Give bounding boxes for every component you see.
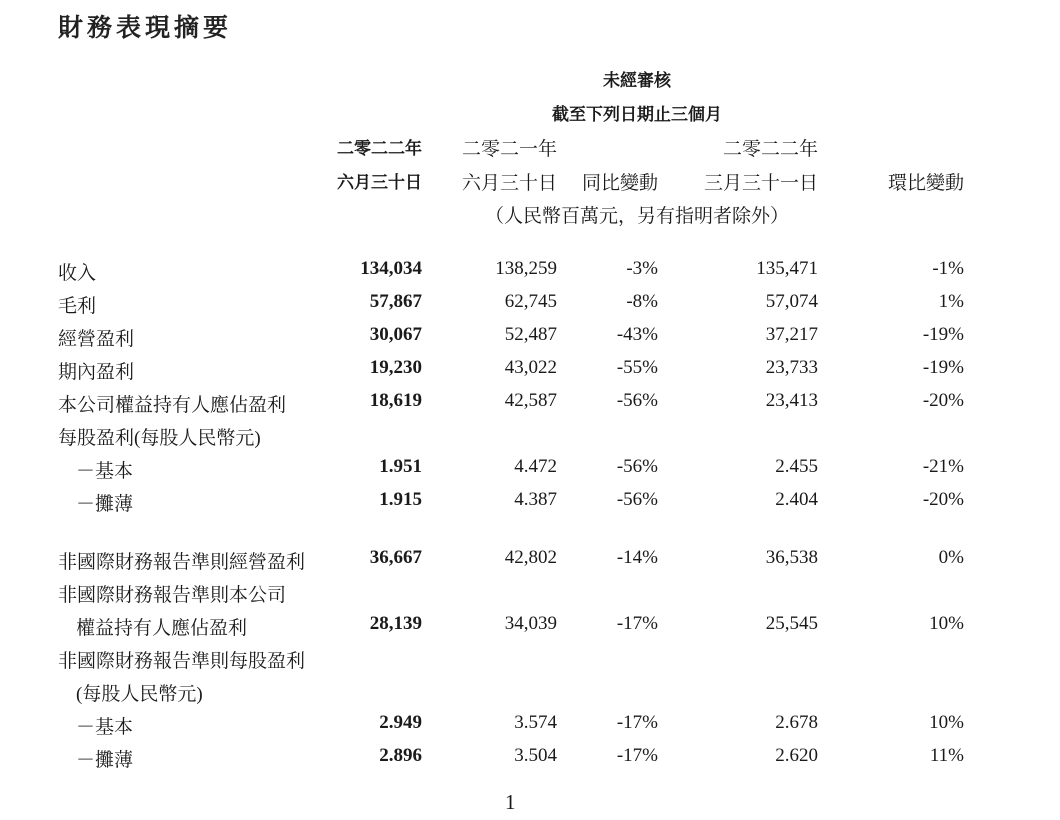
cell-col2: 34,039 (504, 613, 557, 634)
cell-col1: 28,139 (369, 613, 422, 634)
cell-col3: -17% (616, 745, 658, 766)
table-row (0, 456, 1060, 488)
row-label: 收入 (58, 263, 97, 284)
page-number: 1 (505, 790, 516, 814)
col5-header: 環比變動 (887, 173, 964, 194)
row-label: (每股人民幣元) (76, 684, 203, 705)
cell-col3: -43% (616, 324, 658, 345)
row-label: －攤薄 (76, 750, 134, 771)
cell-col1: 30,067 (369, 324, 422, 345)
cell-col3: -56% (616, 489, 658, 510)
cell-col5: -19% (922, 357, 964, 378)
cell-col3: -14% (616, 547, 658, 568)
period-label: 截至下列日期止三個月 (552, 105, 722, 125)
cell-col4: 23,413 (765, 390, 818, 411)
col2-date: 六月三十日 (461, 173, 557, 194)
cell-col1: 19,230 (369, 357, 422, 378)
audit-label: 未經審核 (603, 71, 671, 91)
col1-year: 二零二二年 (337, 139, 422, 159)
cell-col4: 2.404 (775, 489, 818, 510)
table-row (0, 712, 1060, 744)
cell-col4: 2.678 (775, 712, 818, 733)
cell-col4: 135,471 (756, 258, 818, 279)
cell-col5: -20% (922, 489, 964, 510)
cell-col3: -8% (626, 291, 658, 312)
cell-col5: -19% (922, 324, 964, 345)
cell-col5: 10% (929, 712, 964, 733)
cell-col5: 1% (938, 291, 964, 312)
cell-col1: 18,619 (369, 390, 422, 411)
table-row (0, 646, 1060, 678)
cell-col5: -1% (932, 258, 964, 279)
cell-col1: 2.949 (379, 712, 422, 733)
cell-col2: 138,259 (495, 258, 557, 279)
cell-col2: 4.387 (514, 489, 557, 510)
table-row (0, 489, 1060, 521)
cell-col5: 0% (938, 547, 964, 568)
cell-col5: 11% (929, 745, 964, 766)
row-label: 非國際財務報告準則本公司 (58, 585, 287, 606)
cell-col4: 37,217 (765, 324, 818, 345)
cell-col2: 43,022 (504, 357, 557, 378)
cell-col2: 42,587 (504, 390, 557, 411)
cell-col1: 57,867 (369, 291, 422, 312)
cell-col5: 10% (929, 613, 964, 634)
cell-col4: 36,538 (765, 547, 818, 568)
table-row (0, 745, 1060, 777)
cell-col3: -17% (616, 712, 658, 733)
row-label: 非國際財務報告準則每股盈利 (58, 651, 306, 672)
row-label: 本公司權益持有人應佔盈利 (58, 395, 287, 416)
cell-col1: 1.951 (379, 456, 422, 477)
cell-col3: -56% (616, 390, 658, 411)
table-row (0, 357, 1060, 389)
cell-col2: 3.574 (514, 712, 557, 733)
row-label: 期內盈利 (58, 362, 135, 383)
cell-col3: -55% (616, 357, 658, 378)
cell-col2: 42,802 (504, 547, 557, 568)
row-label: 權益持有人應佔盈利 (76, 618, 248, 639)
table-row (0, 679, 1060, 711)
row-label: 經營盈利 (58, 329, 135, 350)
col3-header: 同比變動 (581, 173, 658, 194)
cell-col3: -3% (626, 258, 658, 279)
row-label: －攤薄 (76, 494, 134, 515)
table-row (0, 547, 1060, 579)
col4-date: 三月三十一日 (703, 173, 818, 194)
cell-col5: -21% (922, 456, 964, 477)
cell-col4: 23,733 (765, 357, 818, 378)
cell-col4: 25,545 (765, 613, 818, 634)
cell-col1: 2.896 (379, 745, 422, 766)
cell-col4: 2.620 (775, 745, 818, 766)
row-label: －基本 (76, 717, 134, 738)
cell-col4: 57,074 (765, 291, 818, 312)
table-row (0, 580, 1060, 612)
table-row (0, 324, 1060, 356)
table-row (0, 291, 1060, 323)
table-row (0, 613, 1060, 645)
table-row (0, 390, 1060, 422)
table-row (0, 258, 1060, 290)
page-title: 財務表現摘要 (58, 13, 233, 42)
row-label: 毛利 (58, 296, 97, 317)
cell-col3: -56% (616, 456, 658, 477)
cell-col2: 52,487 (504, 324, 557, 345)
col2-year: 二零二一年 (461, 139, 557, 160)
cell-col2: 62,745 (504, 291, 557, 312)
cell-col1: 134,034 (360, 258, 422, 279)
row-label: 非國際財務報告準則經營盈利 (58, 552, 306, 573)
col4-year: 二零二二年 (722, 139, 818, 160)
cell-col1: 36,667 (369, 547, 422, 568)
cell-col3: -17% (616, 613, 658, 634)
col1-date: 六月三十日 (337, 173, 422, 193)
table-row (0, 423, 1060, 455)
row-label: －基本 (76, 461, 134, 482)
cell-col4: 2.455 (775, 456, 818, 477)
cell-col1: 1.915 (379, 489, 422, 510)
cell-col2: 3.504 (514, 745, 557, 766)
unit-note: （人民幣百萬元，另有指明者除外） (484, 206, 790, 227)
cell-col5: -20% (922, 390, 964, 411)
cell-col2: 4.472 (514, 456, 557, 477)
row-label: 每股盈利(每股人民幣元) (58, 428, 261, 449)
